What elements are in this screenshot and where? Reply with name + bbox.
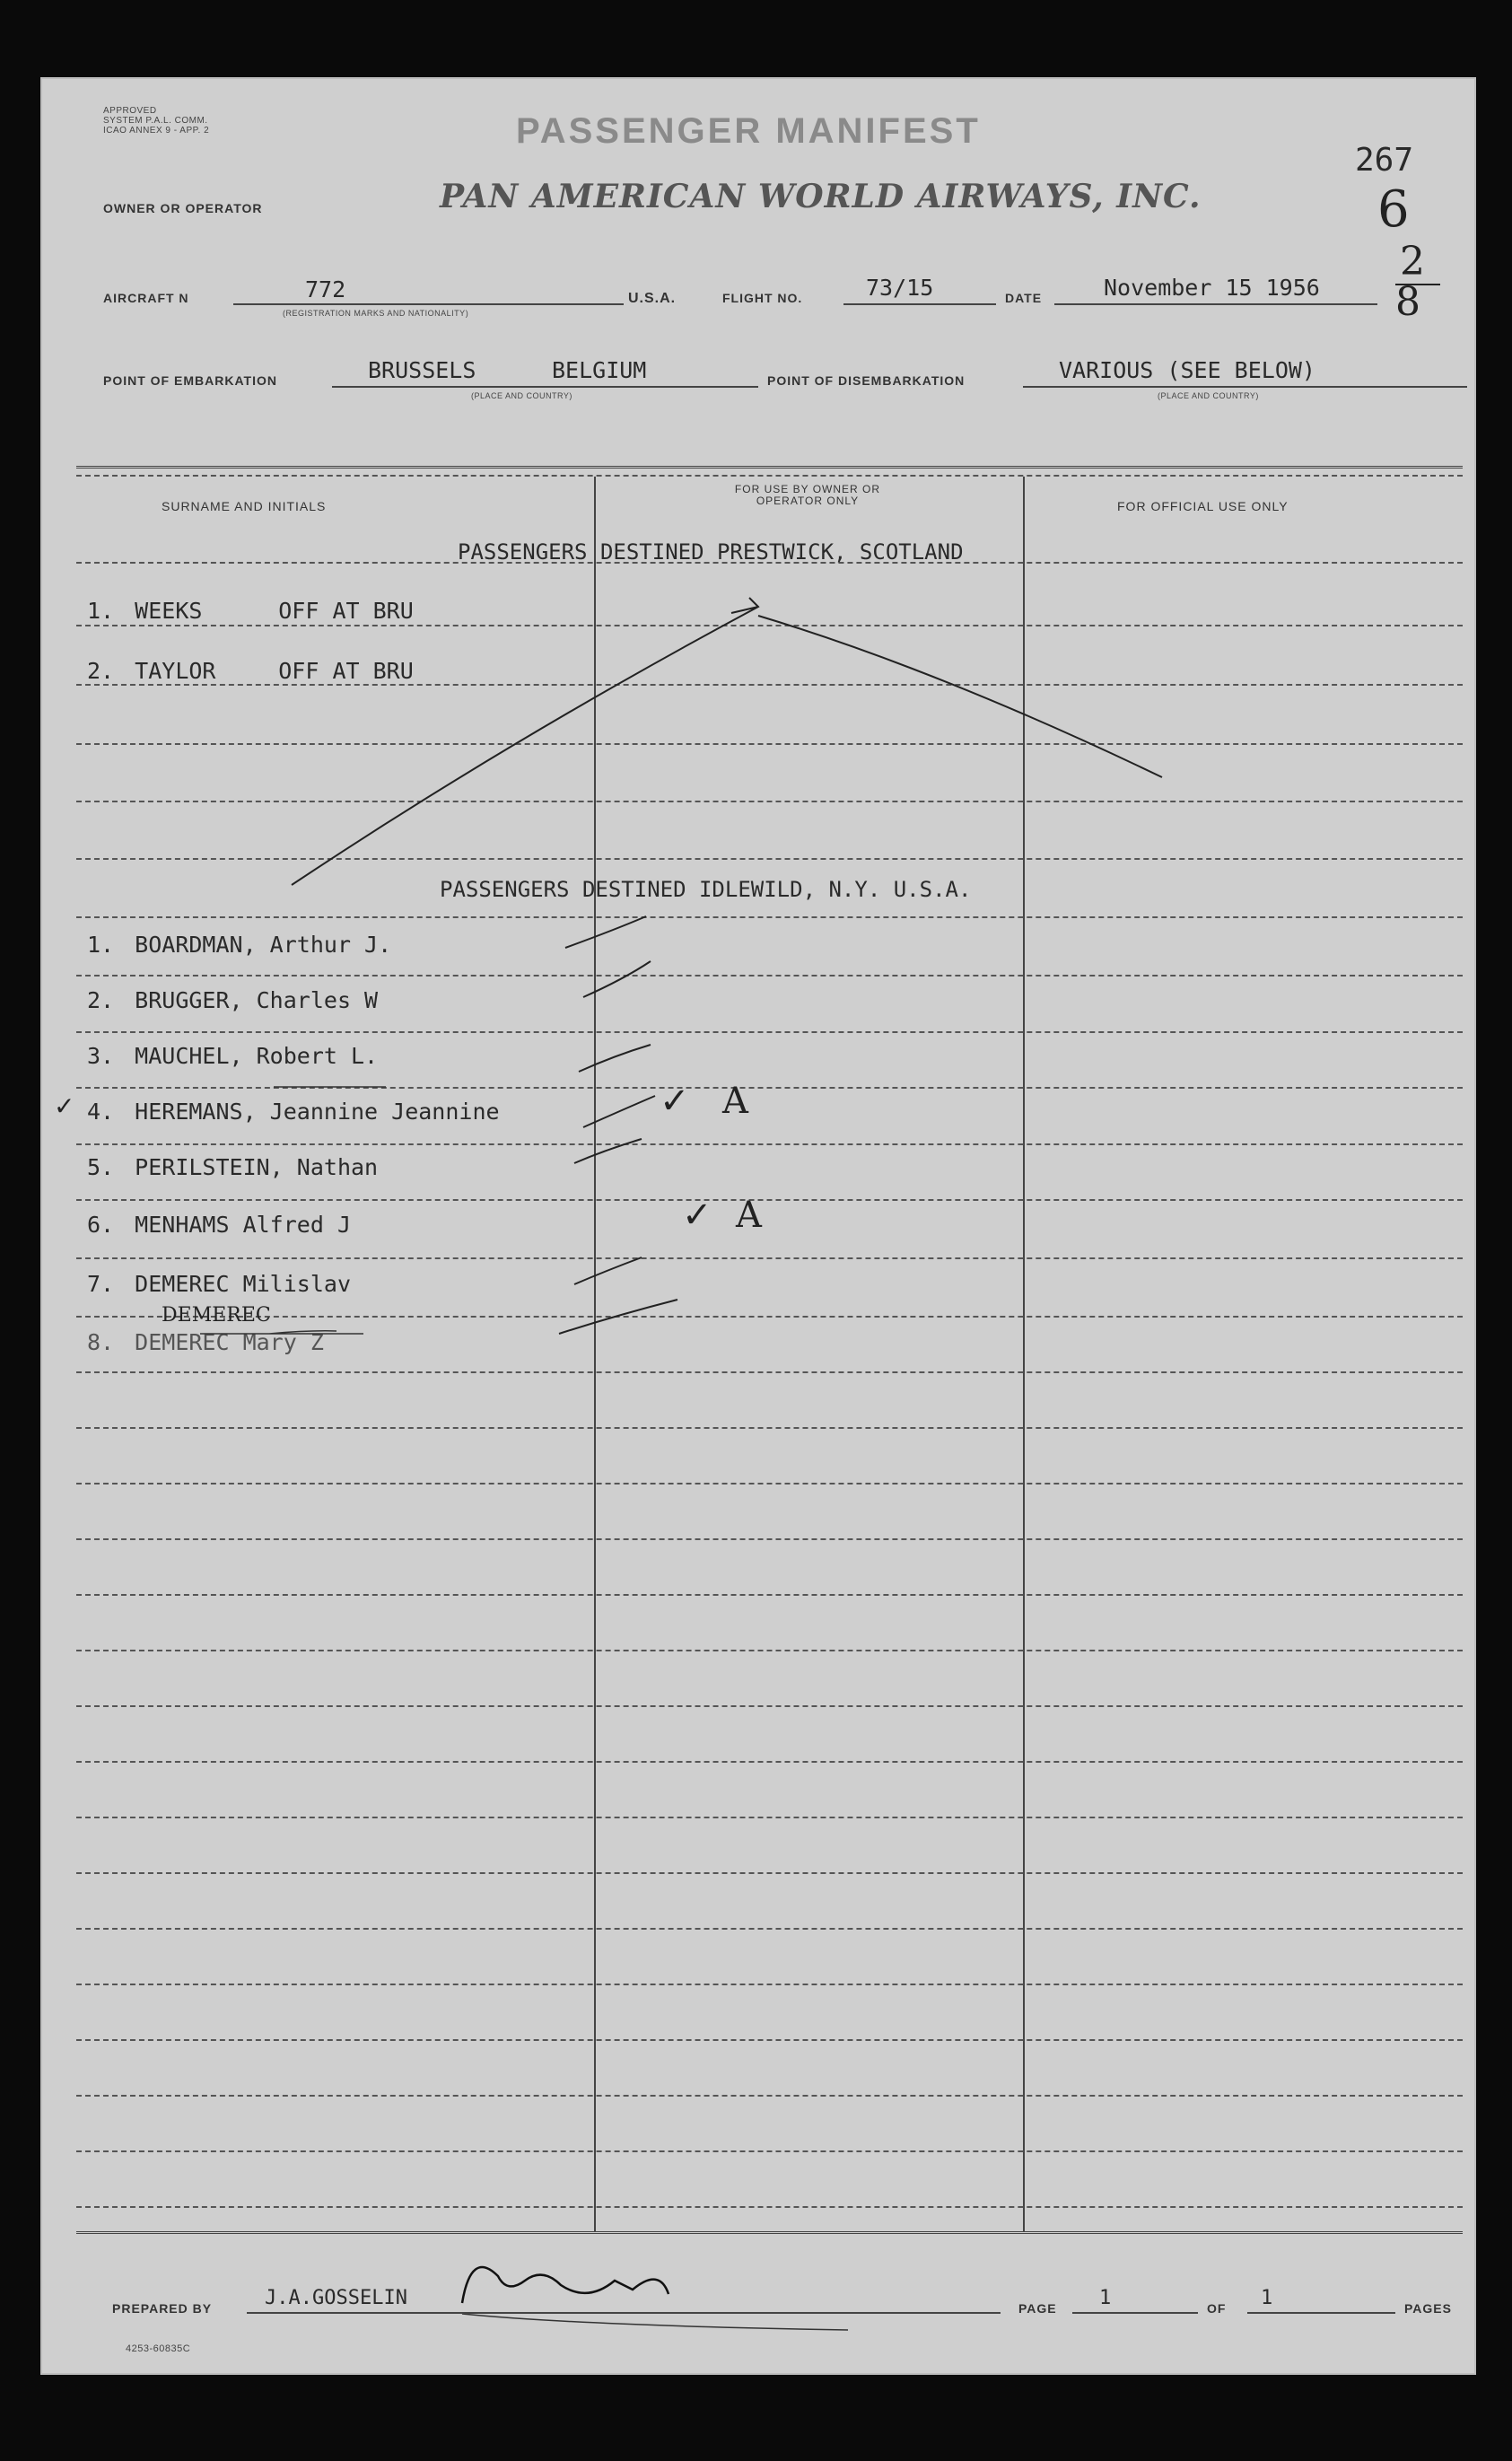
tick-stroke <box>583 1096 655 1127</box>
prepared-label: PREPARED BY <box>112 2301 213 2316</box>
passenger-note: OFF AT BRU <box>278 598 414 624</box>
handwritten-mark: A <box>736 1195 762 1236</box>
signature <box>462 2267 669 2303</box>
row-number: 6. <box>87 1212 115 1238</box>
check-icon: ✓ <box>54 1091 75 1121</box>
passenger-name: DEMEREC Milislav <box>135 1271 351 1297</box>
of-underline <box>1247 2312 1395 2314</box>
passenger-name: MAUCHEL, Robert L. <box>135 1043 379 1069</box>
tick-stroke <box>559 1300 677 1334</box>
date-value: November 15 1956 <box>1104 275 1320 301</box>
tick-stroke <box>574 1139 642 1163</box>
disembark-value: VARIOUS (SEE BELOW) <box>1059 357 1315 383</box>
approval-line: APPROVED <box>103 106 157 116</box>
handwritten-mark: A <box>722 1081 748 1122</box>
disembark-label: POINT OF DISEMBARKATION <box>767 373 966 388</box>
of-value: 1 <box>1261 2287 1273 2309</box>
passenger-name: TAYLOR <box>135 658 216 684</box>
document-number: 267 <box>1355 142 1414 179</box>
header-owner: FOR USE BY OWNER OR OPERATOR ONLY <box>734 483 881 507</box>
owner-label: OWNER OR OPERATOR <box>103 201 263 215</box>
passenger-name: PERILSTEIN, Nathan <box>135 1154 379 1180</box>
aircraft-label: AIRCRAFT N <box>103 291 189 305</box>
approval-line: SYSTEM P.A.L. COMM. <box>103 116 208 126</box>
embark-sublabel: (PLACE AND COUNTRY) <box>471 391 572 400</box>
check-icon: ✓ <box>660 1081 690 1122</box>
row-number: 3. <box>87 1043 115 1069</box>
header-surname: SURNAME AND INITIALS <box>162 499 327 513</box>
date-label: DATE <box>1005 291 1043 305</box>
row-number: 5. <box>87 1154 115 1180</box>
handwritten-correction: DEMEREC <box>162 1304 271 1327</box>
check-icon: ✓ <box>682 1195 712 1236</box>
handwritten-strokes <box>40 77 1476 2375</box>
page-label: PAGE <box>1018 2301 1057 2316</box>
strikethrough <box>200 1331 363 1334</box>
signature-tail <box>462 2314 848 2330</box>
tick-stroke <box>565 916 646 948</box>
aircraft-value: 772 <box>305 276 346 302</box>
tick-stroke <box>579 1045 651 1072</box>
tick-stroke <box>583 961 651 997</box>
row-number: 8. <box>87 1329 115 1355</box>
flight-label: FLIGHT NO. <box>722 291 803 305</box>
row-number: 2. <box>87 987 115 1013</box>
pages-label: PAGES <box>1404 2301 1452 2316</box>
handwritten-number: 2 <box>1400 239 1425 285</box>
of-label: OF <box>1207 2301 1227 2316</box>
aircraft-sublabel: (REGISTRATION MARKS AND NATIONALITY) <box>283 309 469 318</box>
prepared-underline <box>247 2312 1001 2314</box>
nationality: U.S.A. <box>628 291 677 306</box>
disembark-sublabel: (PLACE AND COUNTRY) <box>1158 391 1259 400</box>
manifest-sheet <box>40 77 1476 2375</box>
section-heading: PASSENGERS DESTINED IDLEWILD, N.Y. U.S.A. <box>440 877 972 902</box>
flight-value: 73/15 <box>866 275 934 301</box>
manifest-title: PASSENGER MANIFEST <box>516 111 981 151</box>
row-number: 7. <box>87 1271 115 1297</box>
passenger-name: HEREMANS, Jeannine Jeannine <box>135 1099 500 1125</box>
row-number: 1. <box>87 932 115 958</box>
airline-name: PAN AMERICAN WORLD AIRWAYS, INC. <box>440 178 1202 215</box>
row-number: 1. <box>87 598 115 624</box>
annotation-stroke <box>292 598 758 885</box>
page-underline <box>1072 2312 1198 2314</box>
tick-stroke <box>574 1257 642 1284</box>
annotation-stroke <box>758 616 1162 777</box>
form-number: 4253-60835C <box>126 2343 191 2354</box>
page-value: 1 <box>1099 2287 1112 2309</box>
embark-country: BELGIUM <box>552 357 647 383</box>
passenger-name: WEEKS <box>135 598 203 624</box>
handwritten-number: 6 <box>1377 180 1410 239</box>
row-number: 4. <box>87 1099 115 1125</box>
passenger-name: DEMEREC Mary Z <box>135 1329 324 1355</box>
passenger-name: BOARDMAN, Arthur J. <box>135 932 392 958</box>
passenger-note: OFF AT BRU <box>278 658 414 684</box>
prepared-value: J.A.GOSSELIN <box>265 2287 407 2309</box>
passenger-name: MENHAMS Alfred J <box>135 1212 351 1238</box>
passenger-name: BRUGGER, Charles W <box>135 987 379 1013</box>
embark-city: BRUSSELS <box>368 357 476 383</box>
approval-line: ICAO ANNEX 9 - APP. 2 <box>103 126 210 136</box>
row-number: 2. <box>87 658 115 684</box>
header-official: FOR OFFICIAL USE ONLY <box>1117 499 1289 513</box>
handwritten-number: 8 <box>1395 279 1420 325</box>
embark-label: POINT OF EMBARKATION <box>103 373 277 388</box>
section-heading: PASSENGERS DESTINED PRESTWICK, SCOTLAND <box>458 539 964 565</box>
